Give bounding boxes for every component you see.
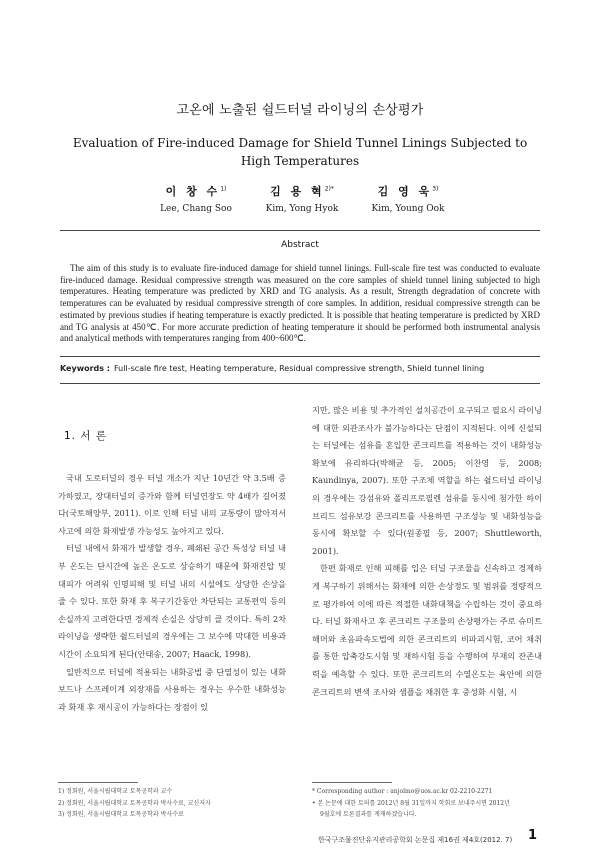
author-2: [242, 183, 362, 214]
keywords-text: Full-scale fire test, Heating temperature, Residual compressive strength, Shield tunnel lining: [114, 364, 485, 373]
abstract-top-rule: [60, 230, 540, 231]
abstract-text: The aim of this study is to evaluate fire-induced damage for shield tunnel linings. Full-scale fire test was conducted to evaluate fire-induced damage. Residual compressive strength was measured on the core samples of shield tunnel lining subjected to high temperatures. Heating temperature was predicted by XRD and TG analysis. As a result, Strength degradation of concrete with temperatures can be evaluated by residual compressive strength of core samples. In addition, residual compressive strength can be estimated by previous studies if heating temperature is exactly predicted. It is possible that heating temperature is predicted by XRD and TG analysis at 450℃. For more accurate prediction of heating temperature it should be performed both instrumental analysis and analytical methods with temperatures ranging from 400~600℃.: [60, 263, 540, 344]
paragraph: 지만, 많은 비용 및 추가적인 설치공간이 요구되고 필요시 라이닝에 대한 외관조사가 불가능하다는 단점이 지적된다. 이에 신설되는 터널에는 섬유를 혼입한 콘크리트를 적용하는 것이 내화성능 확보에 유리하다(박해균 등, 2005; 이찬영 등, 2008; Kaundinya, 2007). 또한 구조체 역할을 하는 쉴드터널 라이닝의 경우에는 강섬유와 폴리프로필렌 섬유를 동시에 첨가한 하이브리드 섬유보강 콘크리트를 사용하면 구조성능 및 내화성능을 동시에 확보할 수 있다(원종필 등, 2007; Shuttleworth, 2001).: [312, 405, 542, 556]
author-3-affiliation-mark: 3): [432, 185, 439, 193]
page-number: 1: [528, 828, 538, 843]
author-3-english-name: Kim, Young Ook: [371, 204, 445, 214]
footnote: 9월호에 토론결과를 게재하겠습니다.: [320, 811, 417, 818]
keywords-label: Keywords :: [60, 364, 111, 373]
english-title: Evaluation of Fire-induced Damage for Shield Tunnel Linings Subjected to High Temperatures: [72, 136, 528, 168]
keywords-rule: [60, 383, 540, 384]
author-2-korean-name: 김 용 혁: [270, 185, 325, 198]
footnotes-right: [312, 786, 510, 821]
author-1: [136, 183, 256, 214]
paragraph: 한편 화재로 인해 피해를 입은 터널 구조물을 신속하고 경제하게 복구하기 위해서는 화재에 의한 손상정도 및 범위를 정량적으로 평가하여 이에 따른 적절한 내화대책을 수립하는 것이 중요하다. 터널 화재사고 후 콘크리트 구조물의 손상평가는 주로 슈미트해머와 초음파속도법에 의한 콘크리트의 비파괴시험, 코어 채취를 통한 압축강도시험 및 재하시험 등을 수행하여 부재의 잔존내력을 예측할 수 있다. 또한 콘크리트의 수열온도는 육안에 의한 콘크리트의 변색 조사와 샘플을 채취한 후 중성화 시험, 시: [312, 563, 542, 697]
section-heading-introduction: 1. 서 론: [64, 430, 107, 442]
paragraph: 국내 도로터널의 경우 터널 개소가 지난 10년간 약 3.5배 증가하였고, 장대터널의 증가와 함께 터널연장도 약 4배가 길어졌다(국토해양부, 2011). 이로 인해 터널 내의 교통량이 많아져서 사고에 의한 화재발생 가능성도 높아지고 있다.: [58, 473, 286, 536]
author-1-korean-name: 이 창 수: [165, 185, 221, 198]
paragraph: 터널 내에서 화재가 발생할 경우, 폐쇄된 공간 특성상 터널 내부 온도는 단시간에 높은 온도로 상승하기 때문에 화재진압 및 대피가 어려워 인명피해 및 터널 내의 시설에도 상당한 손상을 줄 수 있다. 또한 화재 후 복구기간동안 차단되는 교통편익 등의 손실까지 고려한다면 경제적 손실은 상당히 클 것이다. 특히 2차 라이닝을 생략한 쉴드터널의 경우에는 그 보수에 막대한 비용과 시간이 소요되게 된다(안태송, 2007; Haack, 1998).: [58, 543, 286, 659]
paragraph: 일반적으로 터널에 적용되는 내화공법 중 단열성이 있는 내화보드나 스프레이계 외장재를 사용하는 경우는 우수한 내화성능과 화재 후 재시공이 가능하다는 장점이 있: [58, 666, 286, 712]
footnotes-left: [58, 786, 211, 821]
footnote: 1) 정회원, 서울시립대학교 토목공학과 교수: [58, 788, 173, 795]
keywords-line: [60, 364, 540, 373]
footnote: • 본 논문에 대한 토의를 2012년 8월 31일까지 학회로 보내주시면 2012년: [312, 799, 510, 807]
author-2-affiliation-mark: 2)*: [324, 185, 334, 193]
footnote: 3) 정회원, 서울시립대학교 토목공학과 박사수료: [58, 811, 184, 818]
abstract-bottom-rule: [60, 356, 540, 357]
author-3-korean-name: 김 영 욱: [377, 185, 433, 198]
journal-info: 한국구조물진단유지관리공학회 논문집 제16권 제4호(2012. 7): [318, 836, 513, 844]
footnote-rule-left: [58, 782, 138, 783]
footnote: * Corresponding author : anjolmo@uos.ac.kr 02-2210-2271: [312, 788, 493, 795]
right-column: [312, 402, 542, 701]
author-1-english-name: Lee, Chang Soo: [160, 204, 232, 214]
author-list: [0, 183, 600, 223]
footnote-rule-right: [312, 782, 392, 783]
author-2-english-name: Kim, Yong Hyok: [265, 204, 339, 214]
korean-title: 고온에 노출된 쉴드터널 라이닝의 손상평가: [176, 103, 424, 118]
abstract-heading: Abstract: [281, 240, 319, 250]
footnote: 2) 정회원, 서울시립대학교 토목공학과 박사수료, 교신저자: [58, 799, 211, 807]
left-column: [58, 470, 286, 716]
author-3: [348, 183, 468, 214]
author-1-affiliation-mark: 1): [220, 185, 227, 193]
